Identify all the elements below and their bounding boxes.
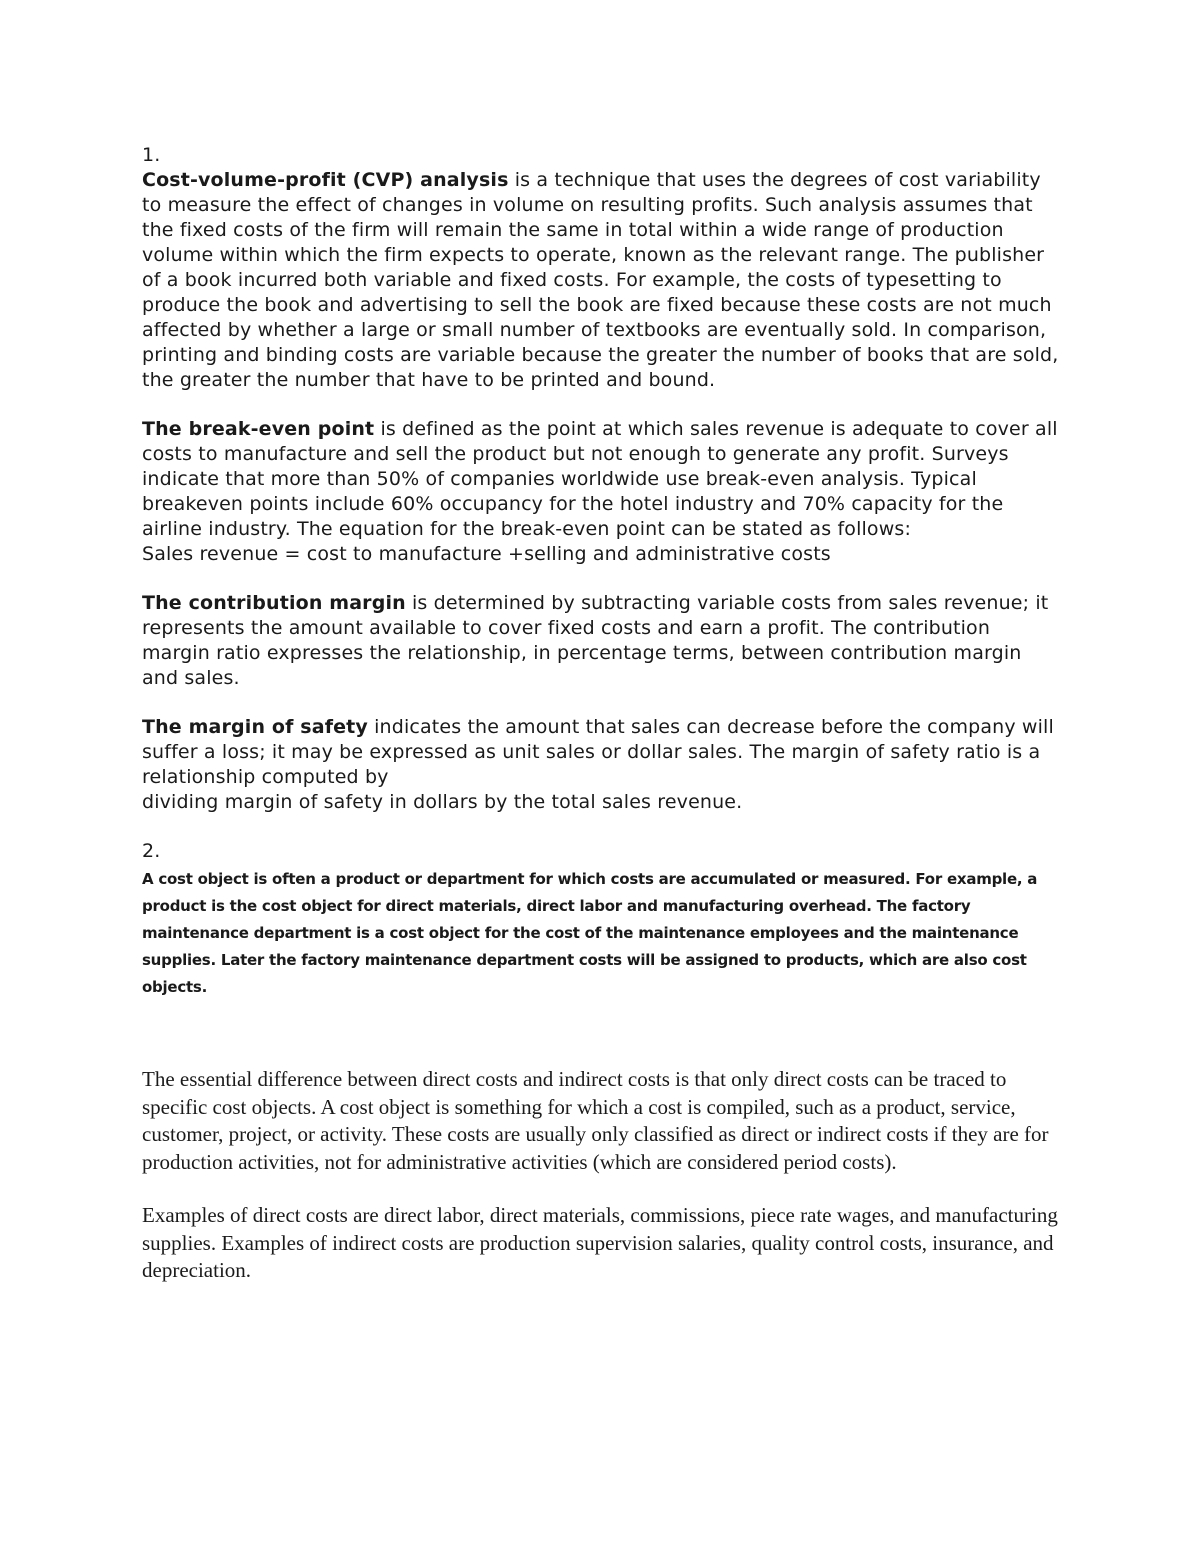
- examples-paragraph: Examples of direct costs are direct labor, direct materials, commissions, piece rate wages, and manufacturing supplies. Examples of indirect costs are production supervision salaries, quality control costs, insurance, and depreciation.: [142, 1203, 1058, 1282]
- cost-object-paragraph: A cost object is often a product or department for which costs are accumulated or measured. For example, a product is the cost object for direct materials, direct labor and manufacturing overhead. The factory maintenance department is a cost object for the cost of the maintenance employees and the maintenance supplies. Later the factory maintenance department costs will be assigned to products, which are also cost objects.: [142, 870, 1038, 996]
- safety-block: [142, 715, 1062, 815]
- breakeven-text: is defined as the point at which sales revenue is adequate to cover all costs to manufacture and sell the product but not enough to generate any profit. Surveys indicate that more than 50% of companies worldwide use break-even analysis. Typical breakeven points include 60% occupancy for the hotel industry and 70% capacity for the airline industry. The equation for the break-even point can be stated as follows:: [142, 418, 1058, 540]
- safety-text: indicates the amount that sales can decrease before the company will suffer a loss; it may be expressed as unit sales or dollar sales. The margin of safety ratio is a relationship computed by: [142, 716, 1054, 788]
- section-number-1: 1.: [142, 144, 161, 166]
- safety-term: The margin of safety: [142, 716, 368, 738]
- cvp-term: Cost-volume-profit (CVP) analysis: [142, 169, 509, 191]
- contribution-block: [142, 591, 1062, 691]
- section-number-2: 2.: [142, 840, 161, 862]
- breakeven-equation: Sales revenue = cost to manufacture +selling and administrative costs: [142, 543, 831, 565]
- document-page: [142, 143, 1062, 1285]
- breakeven-block: [142, 417, 1062, 567]
- cvp-paragraph: [142, 168, 1062, 393]
- section-2-header: [142, 839, 1062, 864]
- difference-paragraph: The essential difference between direct costs and indirect costs is that only direct costs can be traced to specific cost objects. A cost object is something for which a cost is compiled, such as a product, service, customer, project, or activity. These costs are usually only classified as direct or indirect costs if they are for production activities, not for administrative activities (which are considered period costs).: [142, 1067, 1049, 1174]
- section-1: [142, 143, 1062, 864]
- breakeven-paragraph: [142, 417, 1062, 542]
- breakeven-term: The break-even point: [142, 418, 375, 440]
- safety-paragraph: [142, 715, 1062, 790]
- contribution-text: is determined by subtracting variable costs from sales revenue; it represents the amount available to cover fixed costs and earn a profit. The contribution margin ratio expresses the relationship, in percentage terms, between contribution margin and sales.: [142, 592, 1049, 689]
- contribution-term: The contribution margin: [142, 592, 406, 614]
- cvp-text: is a technique that uses the degrees of cost variability to measure the effect of changes in volume on resulting profits. Such analysis assumes that the fixed costs of the firm will remain the same in total within a wide range of production volume within which the firm expects to operate, known as the relevant range. The publisher of a book incurred both variable and fixed costs. For example, the costs of typesetting to produce the book and advertising to sell the book are fixed because these costs are not much affected by whether a large or small number of textbooks are eventually sold. In comparison, printing and binding costs are variable because the greater the number of books that are sold, the greater the number that have to be printed and bound.: [142, 169, 1059, 391]
- safety-line-2: dividing margin of safety in dollars by the total sales revenue.: [142, 791, 743, 813]
- contribution-paragraph: [142, 591, 1062, 691]
